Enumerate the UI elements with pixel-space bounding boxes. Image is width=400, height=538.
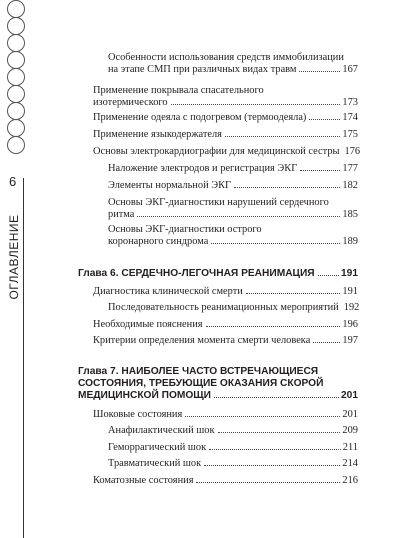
toc-entry-line: Основы ЭКГ-диагностики нарушений сердечного	[108, 197, 329, 208]
running-head: ОГЛАВЛЕНИЕ	[7, 214, 21, 300]
toc-entry-title: ритма	[108, 209, 135, 220]
toc-entry	[108, 197, 358, 221]
toc-page: 211	[342, 442, 358, 453]
chapter-heading	[78, 366, 358, 402]
toc-page: 201	[342, 409, 358, 420]
toc-page: 191	[342, 286, 358, 297]
circle-decoration	[7, 34, 25, 52]
circle-decoration	[7, 102, 25, 120]
toc-entry-title: коронарного синдрома	[108, 236, 209, 247]
dot-leader	[313, 342, 340, 343]
toc-entry-title: Коматозные состояния	[93, 475, 194, 486]
toc-entry-title: Критерии определения момента смерти человека	[93, 335, 311, 346]
toc-entry	[93, 475, 358, 487]
dot-leader	[185, 416, 340, 417]
toc-entry	[108, 224, 358, 248]
toc-entry-title: Применение языкодержателя	[93, 129, 222, 140]
circle-decoration	[7, 119, 25, 137]
dot-leader	[318, 275, 339, 276]
dot-leader	[225, 136, 340, 137]
toc-entry	[93, 409, 358, 421]
dot-leader	[137, 216, 340, 217]
circle-decoration	[7, 68, 25, 86]
toc-page: 185	[342, 209, 358, 220]
dot-leader	[214, 397, 339, 398]
toc-page: 176	[344, 146, 361, 157]
toc-page: 216	[342, 475, 358, 486]
circle-decoration	[7, 17, 25, 35]
toc-page: 175	[342, 129, 358, 140]
toc-entry-line: Особенности использования средств иммобилизации	[108, 52, 344, 63]
toc-page: 196	[342, 319, 358, 330]
toc-page: 173	[342, 97, 358, 108]
toc-entry	[108, 302, 358, 314]
toc-page: 191	[341, 268, 358, 279]
toc-entry-title: Элементы нормальной ЭКГ	[108, 180, 232, 191]
toc-entry	[93, 319, 358, 331]
toc-entry-title: Геморрагический шок	[108, 442, 207, 453]
toc-entry	[108, 163, 358, 175]
toc-entry	[108, 458, 358, 470]
dot-leader	[209, 449, 341, 450]
page-number: 6	[9, 174, 17, 189]
margin-rule	[23, 178, 24, 538]
toc-page: 197	[342, 335, 358, 346]
toc-page: 177	[342, 163, 358, 174]
toc-entry	[108, 425, 358, 437]
dot-leader	[171, 104, 341, 105]
toc-page: 201	[341, 390, 358, 401]
toc-entry-title: на этапе СМП при различных видах травм	[108, 64, 297, 75]
toc-entry-line: Применение покрывала спасательного	[93, 85, 264, 96]
toc-page: 214	[342, 458, 358, 469]
toc-entry-title: Шоковые состояния	[93, 409, 183, 420]
toc-entry-title: Необходимые пояснения	[93, 319, 203, 330]
toc-entry-title: Анафилактический шок	[108, 425, 215, 436]
toc-entry-title: изотермического	[93, 97, 168, 108]
chapter-title: МЕДИЦИНСКОЙ ПОМОЩИ	[78, 390, 211, 401]
toc-page: 189	[342, 236, 358, 247]
dot-leader	[246, 293, 341, 294]
toc-entry-title: Травматический шок	[108, 458, 202, 469]
dot-leader	[218, 432, 341, 433]
toc-entry	[108, 52, 358, 76]
margin-decoration	[6, 0, 28, 538]
toc-entry-title: Основы электрокардиографии для медицинской сестры	[93, 146, 340, 157]
dot-leader	[204, 465, 340, 466]
toc-page: 182	[342, 180, 358, 191]
toc-entry-title: Наложение электродов и регистрация ЭКГ	[108, 163, 298, 174]
toc-entry-line: Основы ЭКГ-диагностики острого	[108, 224, 262, 235]
toc-page: 174	[342, 112, 358, 123]
dot-leader	[299, 71, 340, 72]
chapter-heading	[78, 268, 358, 280]
toc-entry	[93, 85, 358, 109]
circle-decoration	[7, 85, 25, 103]
toc-entry	[93, 146, 361, 158]
dot-leader	[309, 119, 340, 120]
toc-entry	[93, 335, 358, 347]
toc-entry-title: Применение одеяла с подогревом (термоодеяла)	[93, 112, 307, 123]
toc-entry-title: Последовательность реанимационных мероприятий	[108, 302, 339, 313]
dot-leader	[211, 243, 340, 244]
circle-decoration	[7, 0, 25, 18]
circle-decoration	[7, 136, 25, 154]
toc-entry	[108, 180, 358, 192]
toc-page: 209	[342, 425, 358, 436]
chapter-title: Глава 6. СЕРДЕЧНО-ЛЕГОЧНАЯ РЕАНИМАЦИЯ	[78, 268, 315, 279]
toc-entry-title: Диагностика клинической смерти	[93, 286, 243, 297]
dot-leader	[206, 326, 341, 327]
toc-entry	[93, 286, 358, 298]
circle-decoration	[7, 51, 25, 69]
chapter-title-line: СОСТОЯНИЯ, ТРЕБУЮЩИЕ ОКАЗАНИЯ СКОРОЙ	[78, 378, 324, 389]
toc-page: 192	[343, 302, 360, 313]
circle-column	[6, 0, 28, 153]
dot-leader	[196, 482, 340, 483]
toc-entry	[108, 442, 358, 454]
toc-page: 167	[342, 64, 358, 75]
chapter-title-line: Глава 7. НАИБОЛЕЕ ЧАСТО ВСТРЕЧАЮЩИЕСЯ	[78, 366, 319, 377]
toc-entry	[93, 129, 358, 141]
dot-leader	[234, 187, 340, 188]
dot-leader	[300, 170, 340, 171]
toc-entry	[93, 112, 358, 124]
